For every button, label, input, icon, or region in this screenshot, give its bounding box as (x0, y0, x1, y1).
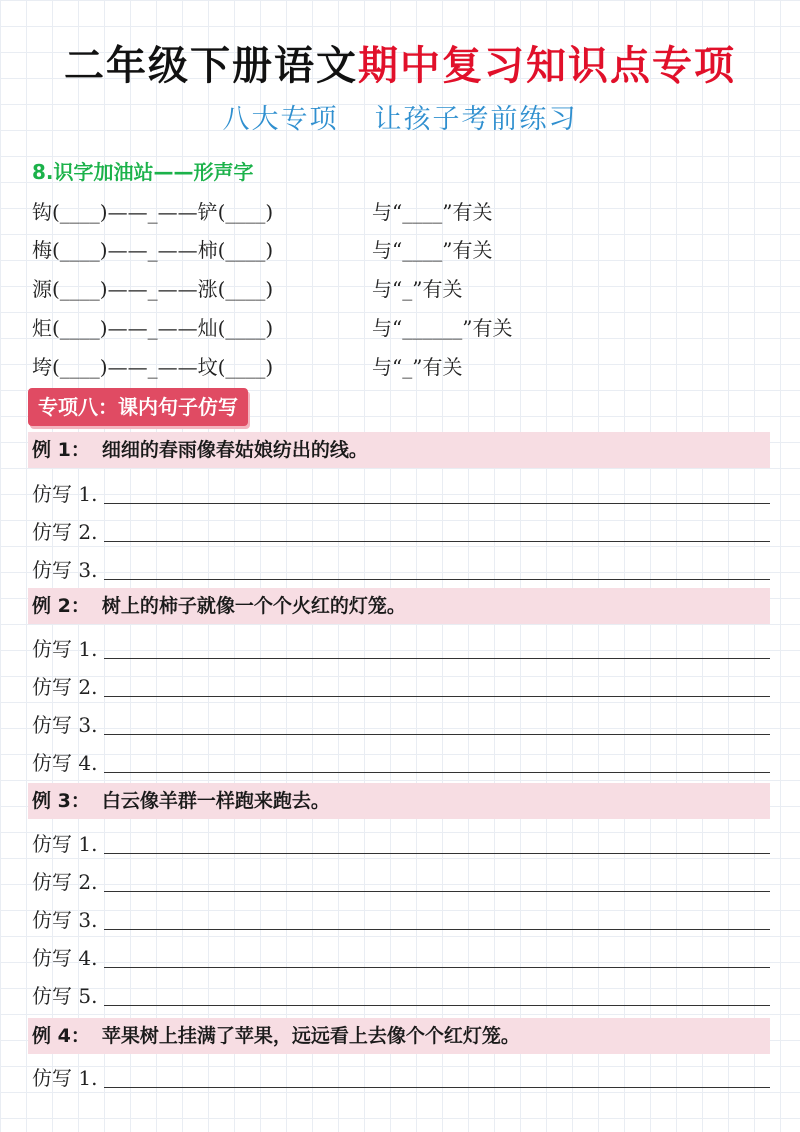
example-label: 例 3： (32, 790, 90, 812)
xingsheng-row-chars: 钩(____)——_——铲(____) (32, 200, 274, 224)
example-sentence (28, 432, 770, 468)
imitation-line[interactable] (32, 670, 770, 704)
write-line[interactable] (104, 503, 770, 504)
imitation-label: 仿写 4. (32, 946, 98, 970)
imitation-label: 仿写 2. (32, 870, 98, 894)
imitation-label: 仿写 2. (32, 675, 98, 699)
write-line[interactable] (104, 658, 770, 659)
imitation-label: 仿写 3. (32, 908, 98, 932)
write-line[interactable] (104, 772, 770, 773)
example-label: 例 2： (32, 595, 90, 617)
xingsheng-row-hint: 与“______”有关 (372, 316, 513, 340)
imitation-line[interactable] (32, 941, 770, 975)
example-text: 苹果树上挂满了苹果，远远看上去像个个红灯笼。 (101, 1025, 520, 1047)
example-sentence (28, 1018, 770, 1054)
xingsheng-row-chars: 源(____)——_——涨(____) (32, 277, 274, 301)
imitation-label: 仿写 3. (32, 558, 98, 582)
imitation-label: 仿写 2. (32, 520, 98, 544)
imitation-label: 仿写 1. (32, 637, 98, 661)
subtitle-right: 让孩子考前练习 (374, 104, 578, 135)
page-subtitle (0, 100, 800, 140)
write-line[interactable] (104, 929, 770, 930)
imitation-label: 仿写 1. (32, 482, 98, 506)
imitation-line[interactable] (32, 979, 770, 1013)
imitation-line[interactable] (32, 515, 770, 549)
page-title (0, 40, 800, 92)
write-line[interactable] (104, 579, 770, 580)
example-text: 白云像羊群一样跑来跑去。 (101, 790, 330, 812)
imitation-label: 仿写 1. (32, 832, 98, 856)
xingsheng-row-chars: 炬(____)——_——灿(____) (32, 316, 274, 340)
write-line[interactable] (104, 1087, 770, 1088)
write-line[interactable] (104, 1005, 770, 1006)
subtitle-left: 八大专项 (222, 104, 339, 135)
imitation-label: 仿写 5. (32, 984, 98, 1008)
write-line[interactable] (104, 967, 770, 968)
imitation-line[interactable] (32, 865, 770, 899)
title-black-part: 二年级下册语文 (64, 43, 358, 89)
imitation-line[interactable] (32, 1061, 770, 1095)
example-label: 例 4： (32, 1025, 90, 1047)
imitation-label: 仿写 1. (32, 1066, 98, 1090)
imitation-line[interactable] (32, 827, 770, 861)
imitation-label: 仿写 4. (32, 751, 98, 775)
section-badge: 专项八：课内句子仿写 (28, 388, 248, 426)
example-sentence (28, 783, 770, 819)
xingsheng-row-hint: 与“____”有关 (372, 200, 493, 224)
imitation-line[interactable] (32, 632, 770, 666)
xingsheng-row-hint: 与“____”有关 (372, 238, 493, 262)
example-text: 细细的春雨像春姑娘纺出的线。 (101, 439, 368, 461)
imitation-line[interactable] (32, 903, 770, 937)
title-red-part: 期中复习知识点专项 (358, 43, 736, 89)
write-line[interactable] (104, 853, 770, 854)
imitation-label: 仿写 3. (32, 713, 98, 737)
xingsheng-row-chars: 梅(____)——_——柿(____) (32, 238, 274, 262)
imitation-line[interactable] (32, 553, 770, 587)
section-8-heading: 8.识字加油站——形声字 (32, 160, 254, 184)
write-line[interactable] (104, 696, 770, 697)
example-label: 例 1： (32, 439, 90, 461)
xingsheng-row-hint: 与“_”有关 (372, 355, 463, 379)
imitation-line[interactable] (32, 746, 770, 780)
write-line[interactable] (104, 734, 770, 735)
example-text: 树上的柿子就像一个个火红的灯笼。 (101, 595, 406, 617)
imitation-line[interactable] (32, 708, 770, 742)
write-line[interactable] (104, 541, 770, 542)
xingsheng-row-hint: 与“_”有关 (372, 277, 463, 301)
xingsheng-row-chars: 垮(____)——_——坟(____) (32, 355, 274, 379)
imitation-line[interactable] (32, 477, 770, 511)
write-line[interactable] (104, 891, 770, 892)
example-sentence (28, 588, 770, 624)
